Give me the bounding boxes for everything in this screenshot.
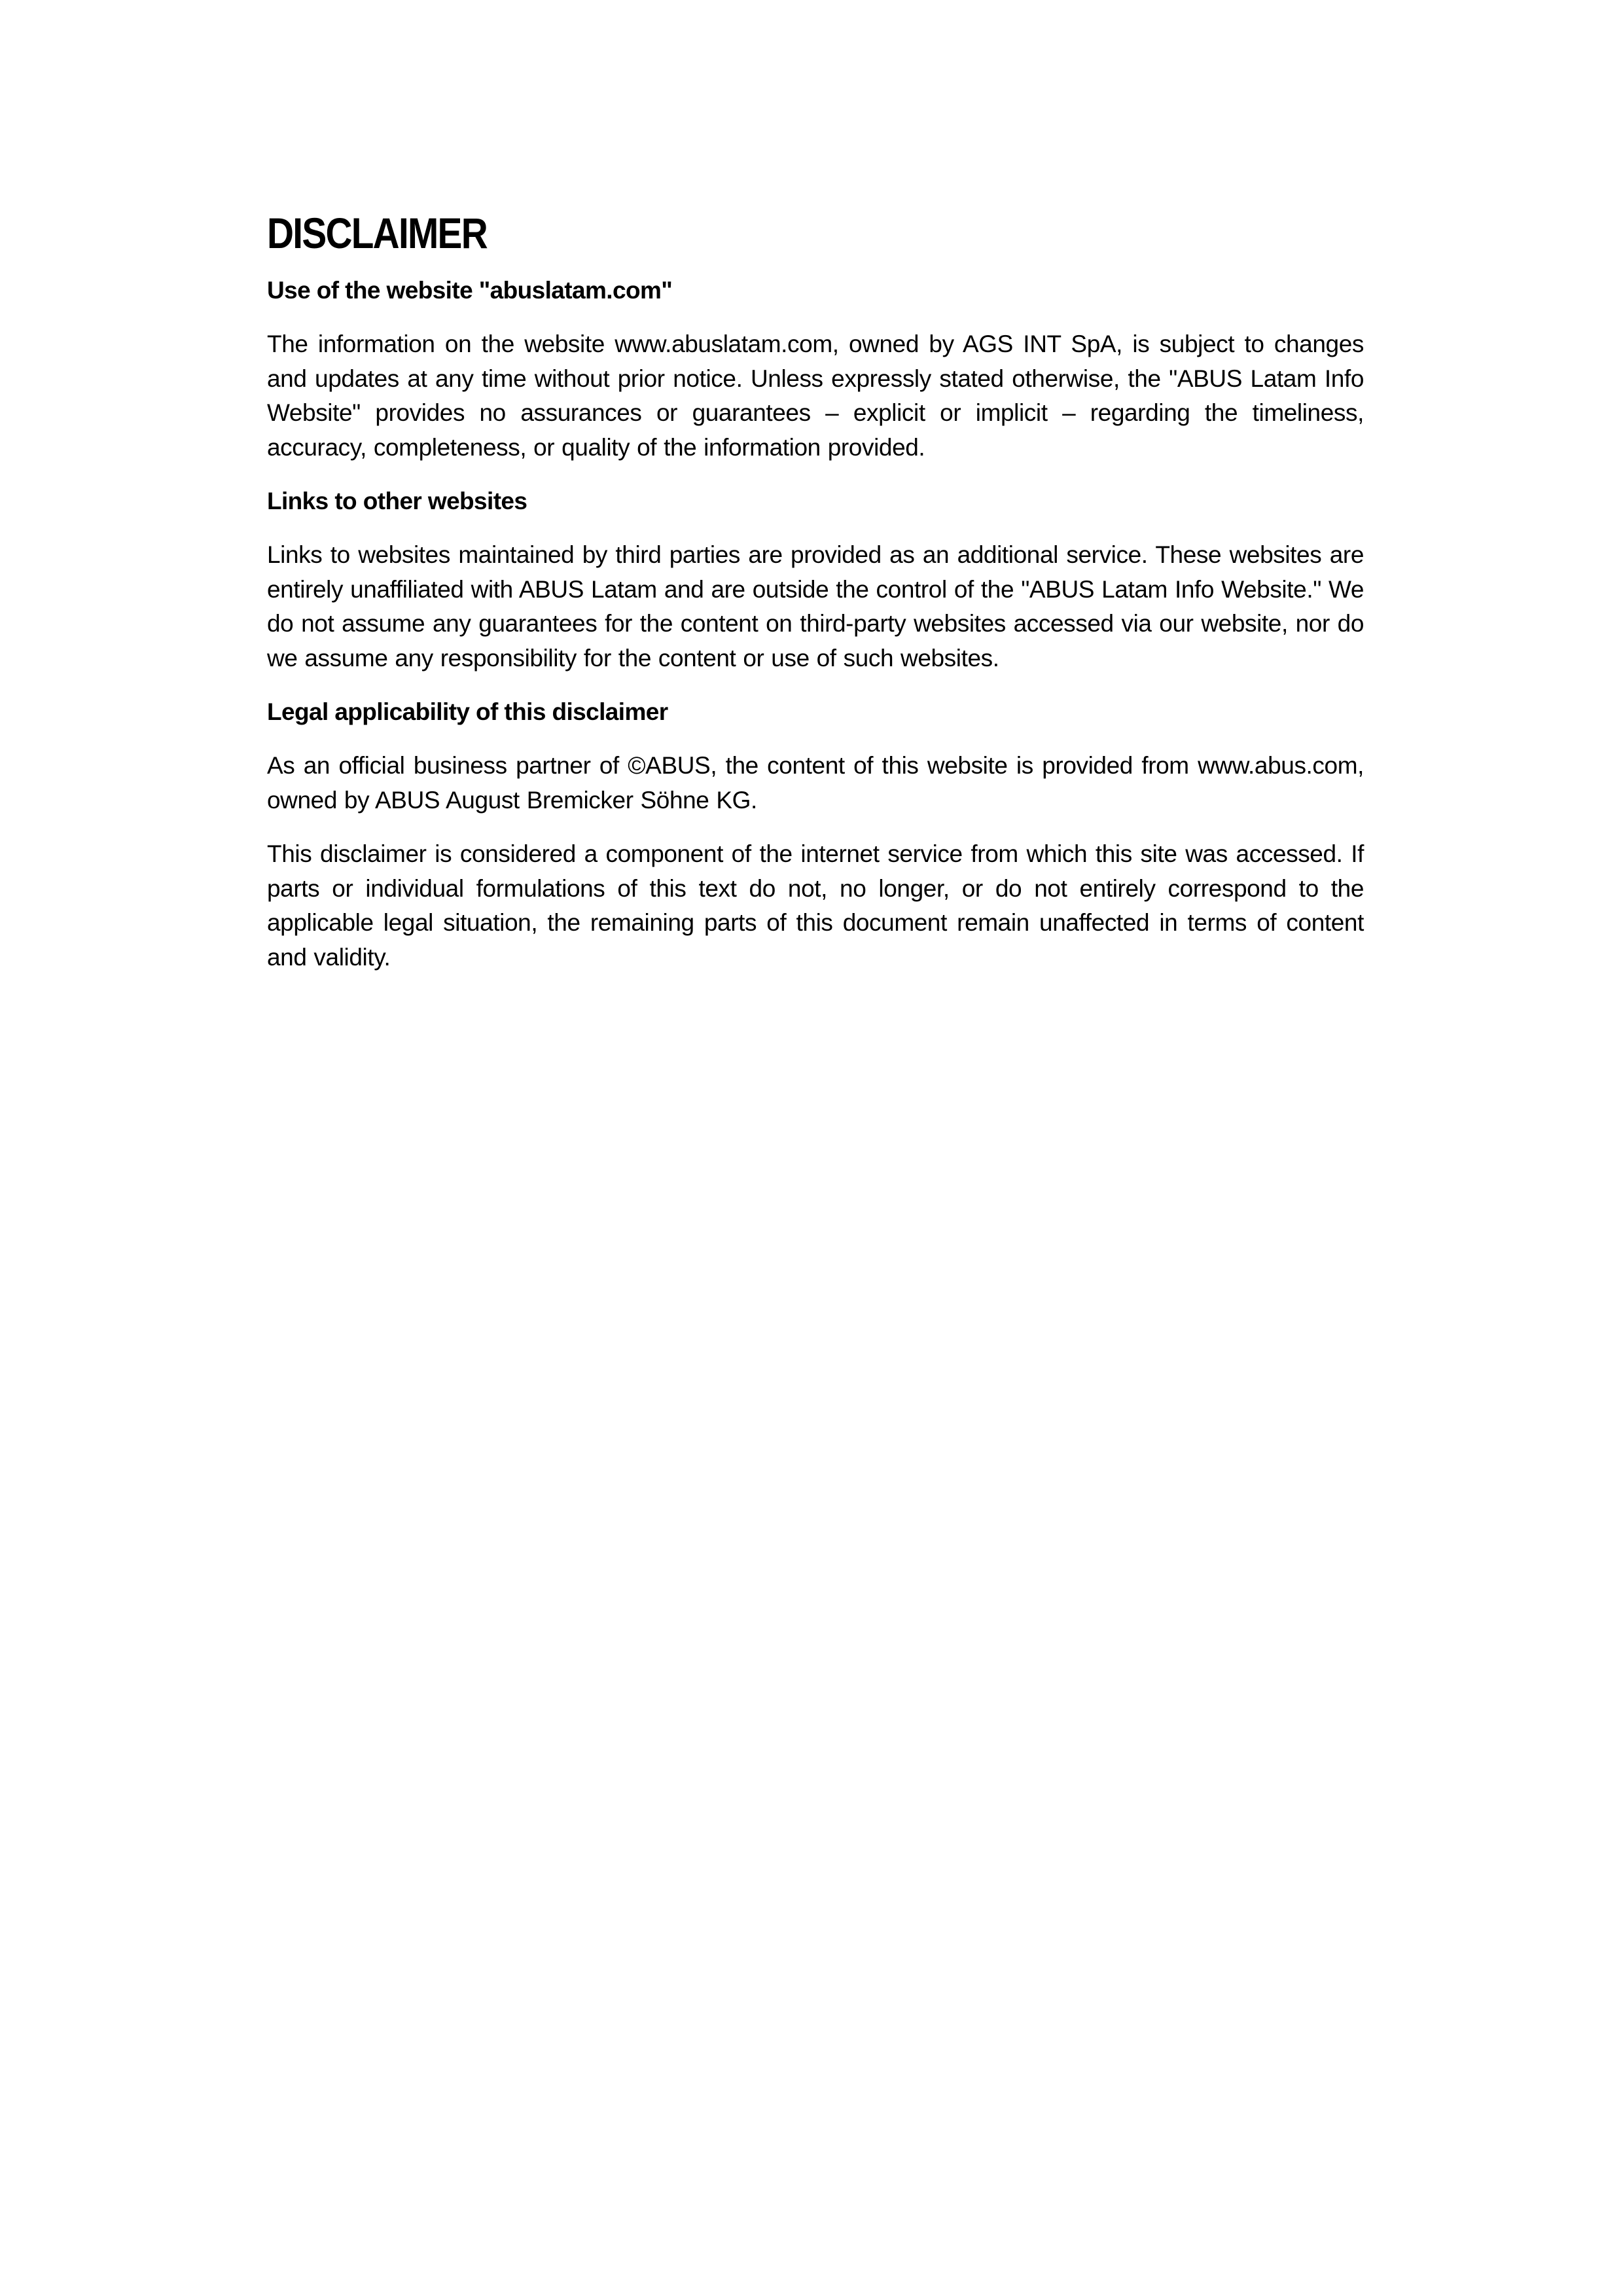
- section-paragraph: The information on the website www.abuslatam.com, owned by AGS INT SpA, is subject to changes and updates at any time without prior notice. Unless expressly stated otherwise, the "ABUS Latam Info Website" provides no assurances or guarantees – explicit or implicit – regarding the timeliness, accuracy, completeness, or quality of the information provided.: [267, 331, 1364, 461]
- section-paragraph: This disclaimer is considered a component of the internet service from which this site was accessed. If parts or individual formulations of this text do not, no longer, or do not entirely correspond to the applicable legal situation, the remaining parts of this document remain unaffected in terms of content and validity.: [267, 840, 1364, 971]
- section-website-use: [267, 274, 1364, 465]
- section-legal-applicability: [267, 695, 1364, 975]
- section-paragraph: Links to websites maintained by third parties are provided as an additional service. These websites are entirely unaffiliated with ABUS Latam and are outside the control of the "ABUS Latam Info Website." We do not assume any guarantees for the content on third-party websites accessed via our website, nor do we assume any responsibility for the content or use of such websites.: [267, 541, 1364, 672]
- document-title: DISCLAIMER: [267, 209, 487, 257]
- document-page: [267, 208, 1364, 994]
- section-paragraph: As an official business partner of ©ABUS, the content of this website is provided from www.abus.com, owned by ABUS August Bremicker Söhne KG.: [267, 752, 1364, 814]
- section-heading: Links to other websites: [267, 488, 527, 514]
- section-external-links: [267, 484, 1364, 675]
- section-heading: Use of the website "abuslatam.com": [267, 277, 673, 304]
- section-heading: Legal applicability of this disclaimer: [267, 698, 668, 725]
